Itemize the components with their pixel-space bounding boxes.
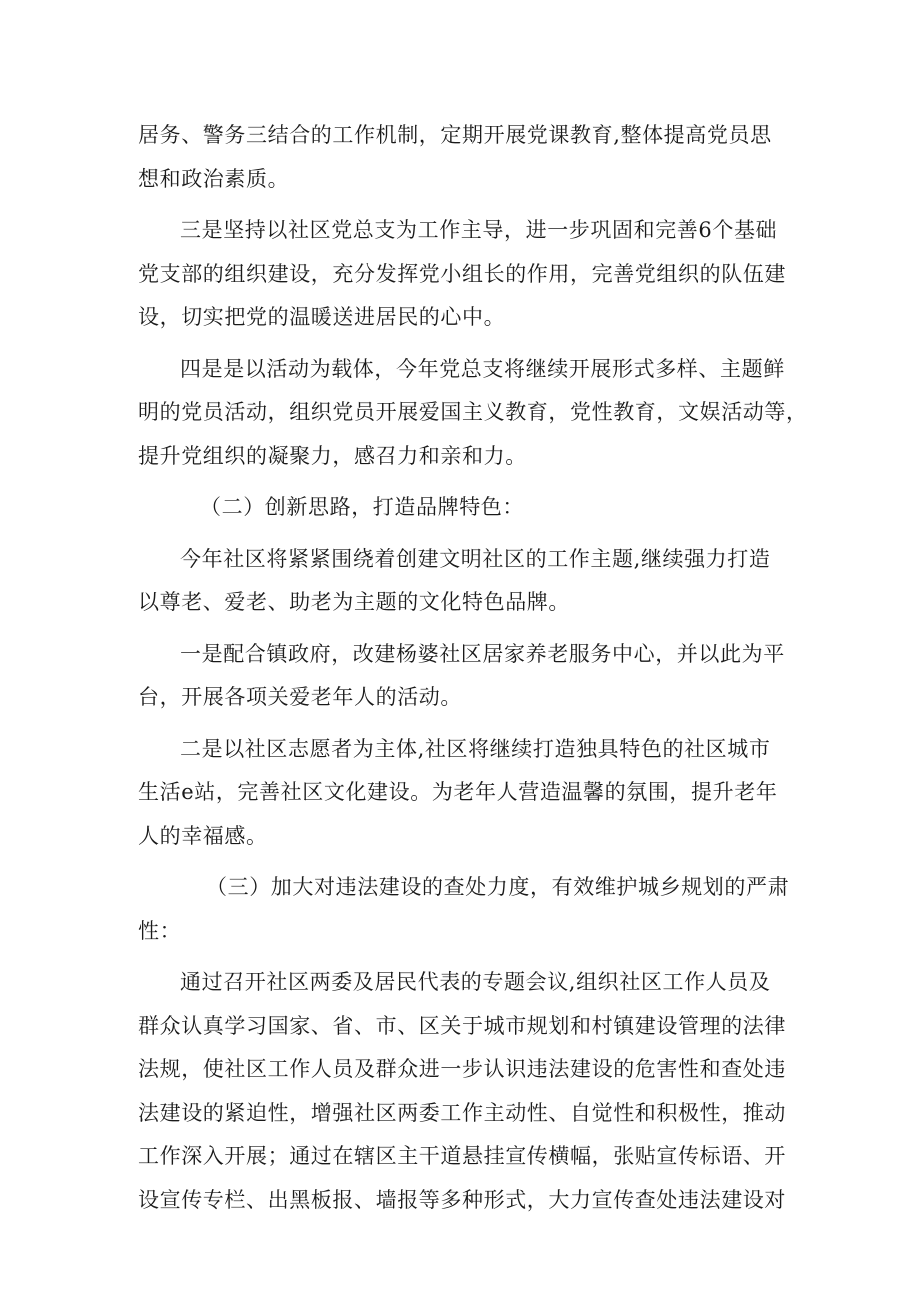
section-heading: （二）创新思路，打造品牌特色： — [200, 495, 524, 519]
text-line: 以尊老、爱老、助老为主题的文化特色品牌。 — [138, 590, 570, 614]
text-line: 想和政治素质。 — [138, 166, 290, 191]
text-line: 人的幸福感。 — [138, 823, 268, 848]
text-line: 法建设的紧迫性，增强社区两委工作主动性、自觉性和积极性，推动 — [138, 1100, 786, 1125]
text-line: 党支部的组织建设，充分发挥党小组长的作用，完善党组织的队伍建 — [138, 261, 786, 286]
text-line: 性： — [138, 918, 182, 943]
text-line: 群众认真学习国家、省、市、区关于城市规划和村镇建设管理的法律 — [138, 1013, 786, 1038]
paragraph-start-line: 通过召开社区两委及居民代表的专题会议,组织社区工作人员及 — [180, 970, 771, 994]
text-line: 提升党组织的凝聚力，感召力和亲和力。 — [138, 443, 527, 468]
text-line: 台，开展各项关爱老年人的活动。 — [138, 685, 462, 709]
text-line: 设宣传专栏、出黑板报、墙报等多种形式，大力宣传查处违法建设对 — [138, 1187, 786, 1212]
text-line: 工作深入开展；通过在辖区主干道悬挂宣传横幅，张贴宣传标语、开 — [138, 1144, 786, 1168]
text-line: 居务、警务三结合的工作机制，定期开展党课教育,整体提高党员思 — [138, 123, 772, 147]
section-heading: （三）加大对违法建设的查处力度，有效维护城乡规划的严肃 — [206, 875, 790, 899]
paragraph-start-line: 三是坚持以社区党总支为工作主导，进一步巩固和完善6个基础 — [180, 218, 778, 242]
paragraph-start-line: 二是以社区志愿者为主体,社区将继续打造独具特色的社区城市 — [180, 736, 771, 761]
paragraph-start-line: 四是是以活动为载体，今年党总支将继续开展形式多样、主题鲜 — [180, 356, 785, 381]
text-line: 生活e站，完善社区文化建设。为老年人营造温馨的氛围，提升老年 — [138, 780, 778, 804]
text-line: 明的党员活动，组织党员开展爱国主义教育，党性教育，文娱活动等， — [138, 400, 808, 424]
text-line: 法规，使社区工作人员及群众进一步认识违法建设的危害性和查处违 — [138, 1057, 786, 1081]
document-body — [138, 114, 808, 1222]
text-line: 设，切实把党的温暖送进居民的心中。 — [138, 305, 506, 329]
paragraph-start-line: 一是配合镇政府，改建杨婆社区居家养老服务中心，并以此为平 — [180, 641, 785, 666]
paragraph-start-line: 今年社区将紧紧围绕着创建文明社区的工作主题,继续强力打造 — [180, 546, 771, 571]
